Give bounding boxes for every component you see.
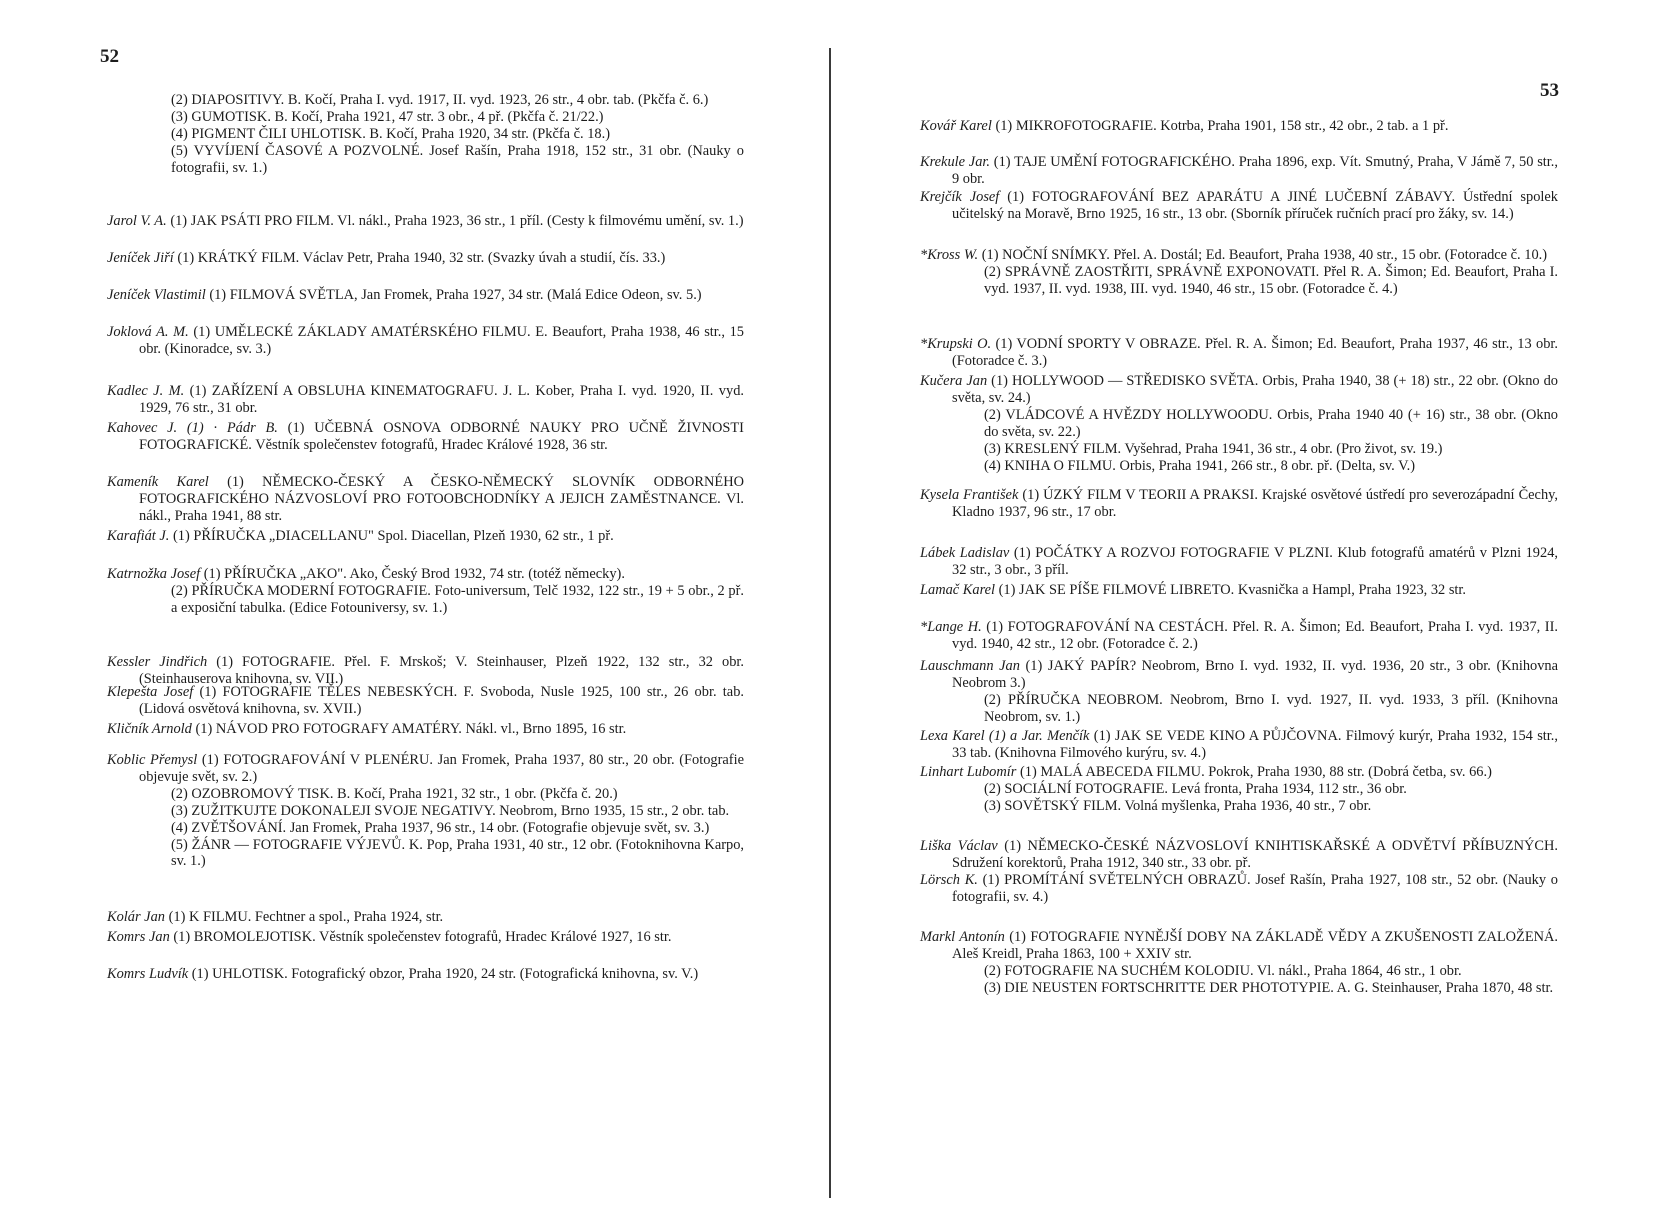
entry-author: *Kross W. bbox=[920, 247, 979, 263]
entry-author: Lauschmann Jan bbox=[920, 658, 1020, 674]
bibliography-entry bbox=[107, 250, 744, 267]
bibliography-entry bbox=[107, 420, 744, 454]
bibliography-entry bbox=[920, 929, 1558, 997]
entry-item: (3) KRESLENÝ FILM. Vyšehrad, Praha 1941, 36 str., 4 obr. (Pro život, sv. 19.) bbox=[984, 440, 1443, 457]
entry-author: Linhart Lubomír bbox=[920, 764, 1017, 780]
bibliography-entry bbox=[920, 336, 1558, 370]
entry-item: (1) NOČNÍ SNÍMKY. Přel. A. Dostál; Ed. Beaufort, Praha 1938, 40 str., 15 obr. (Fotoradce č. 10.) bbox=[981, 247, 1548, 263]
bibliography-entry bbox=[920, 764, 1558, 815]
entry-item: (1) JAK SE PÍŠE FILMOVÉ LIBRETO. Kvasnička a Hampl, Praha 1923, 32 str. bbox=[998, 582, 1467, 598]
entry-item: (2) OZOBROMOVÝ TISK. B. Kočí, Praha 1921, 32 str., 1 obr. (Pkčfa č. 20.) bbox=[171, 785, 618, 802]
entry-item: (1) FOTOGRAFIE TĚLES NEBESKÝCH. F. Svoboda, Nusle 1925, 100 str., 26 obr. tab. (Lidová osvětová knihovna, sv. XVII.) bbox=[139, 684, 744, 717]
entry-item: (1) FOTOGRAFOVÁNÍ NA CESTÁCH. Přel. R. A. Šimon; Ed. Beaufort, Praha I. vyd. 1937, II. vyd. 1940, 42 str., 12 obr. (Fotoradce č. 2.) bbox=[952, 619, 1558, 652]
bibliography-entry bbox=[920, 545, 1558, 579]
entry-item: (2) DIAPOSITIVY. B. Kočí, Praha I. vyd. 1917, II. vyd. 1923, 26 str., 4 obr. tab. (Pkčfa č. 6.) bbox=[171, 92, 709, 108]
entry-author: Kameník Karel bbox=[107, 474, 209, 490]
entry-item: (3) DIE NEUSTEN FORTSCHRITTE DER PHOTOTYPIE. A. G. Steinhauser, Praha 1870, 48 str. bbox=[984, 979, 1554, 996]
entry-author: Kučera Jan bbox=[920, 373, 988, 389]
entry-item: (1) UČEBNÁ OSNOVA ODBORNÉ NAUKY PRO UČNĚ ŽIVNOSTI FOTOGRAFICKÉ. Věstník společenstev fotografů, Hradec Králové 1928, 36 str. bbox=[139, 420, 744, 453]
bibliography-entry bbox=[920, 247, 1558, 298]
bibliography-entry bbox=[107, 929, 744, 946]
entry-item: (1) JAK PSÁTI PRO FILM. Vl. nákl., Praha 1923, 36 str., 1 příl. (Cesty k filmovému umění, sv. 1.) bbox=[170, 213, 744, 229]
entry-author: *Krupski O. bbox=[920, 336, 992, 352]
page-gutter bbox=[829, 48, 831, 1198]
entry-item: (2) SPRÁVNĚ ZAOSTŘITI, SPRÁVNĚ EXPONOVATI. Přel R. A. Šimon; Ed. Beaufort, Praha I. vyd. 1937, II. vyd. 1938, III. vyd. 1940, 46 str., 15 obr. (Fotoradce č. 4.) bbox=[984, 263, 1558, 297]
bibliography-entry bbox=[107, 654, 744, 688]
entry-item: (1) FOTOGRAFIE. Přel. F. Mrskoš; V. Steinhauser, Plzeň 1922, 132 str., 32 obr. (Steinhauserova knihovna, sv. VII.) bbox=[139, 654, 744, 687]
entry-item: (1) ZAŘÍZENÍ A OBSLUHA KINEMATOGRAFU. J. L. Kober, Praha I. vyd. 1920, II. vyd. 1929, 76 str., 31 obr. bbox=[139, 383, 744, 416]
bibliography-entry bbox=[107, 213, 744, 230]
entry-item: (1) FOTOGRAFOVÁNÍ V PLENÉRU. Jan Fromek, Praha 1937, 80 str., 20 obr. (Fotografie objevuje svět, sv. 2.) bbox=[139, 752, 744, 785]
entry-item: (4) ZVĚTŠOVÁNÍ. Jan Fromek, Praha 1937, 96 str., 14 obr. (Fotografie objevuje svět, sv. 3.) bbox=[171, 819, 710, 836]
bibliography-entry bbox=[107, 684, 744, 718]
entry-item: (1) MIKROFOTOGRAFIE. Kotrba, Praha 1901, 158 str., 42 obr., 2 tab. a 1 př. bbox=[995, 118, 1449, 134]
page-number-left: 52 bbox=[100, 46, 119, 67]
entry-item: (2) SOCIÁLNÍ FOTOGRAFIE. Levá fronta, Praha 1934, 112 str., 36 obr. bbox=[984, 780, 1407, 797]
entry-author: Lábek Ladislav bbox=[920, 545, 1010, 561]
bibliography-entry bbox=[920, 619, 1558, 653]
entry-author: Lamač Karel bbox=[920, 582, 996, 598]
entry-author: Kahovec J. (1) · Pádr B. bbox=[107, 420, 278, 436]
entry-item: (1) TAJE UMĚNÍ FOTOGRAFICKÉHO. Praha 1896, exp. Vít. Smutný, Praha, V Jámě 7, 50 str., 9 obr. bbox=[952, 154, 1558, 187]
bibliography-entry bbox=[920, 658, 1558, 726]
entry-author: Markl Antonín bbox=[920, 929, 1005, 945]
entry-item: (2) PŘÍRUČKA MODERNÍ FOTOGRAFIE. Foto-universum, Telč 1932, 122 str., 19 + 5 obr., 2 př. a exposiční tabulka. (Edice Fotouniversy, sv. 1.) bbox=[171, 582, 744, 616]
entry-item: (1) PŘÍRUČKA „AKO". Ako, Český Brod 1932, 74 str. (totéž německy). bbox=[203, 566, 625, 582]
bibliography-entry bbox=[920, 154, 1558, 188]
bibliography-entry bbox=[920, 872, 1558, 906]
bibliography-entry bbox=[107, 383, 744, 417]
entry-item: (5) VYVÍJENÍ ČASOVÉ A POZVOLNÉ. Josef Rašín, Praha 1918, 152 str., 31 obr. (Nauky o fotografii, sv. 1.) bbox=[171, 142, 744, 176]
entry-author: Kadlec J. M. bbox=[107, 383, 185, 399]
bibliography-entry bbox=[107, 287, 744, 304]
entry-item: (1) VODNÍ SPORTY V OBRAZE. Přel. R. A. Šimon; Ed. Beaufort, Praha 1937, 46 str., 13 obr. (Fotoradce č. 3.) bbox=[952, 336, 1558, 369]
entry-item: (2) PŘÍRUČKA NEOBROM. Neobrom, Brno I. vyd. 1927, II. vyd. 1933, 3 příl. (Knihovna Neobrom, sv. 1.) bbox=[984, 691, 1558, 725]
bibliography-entry bbox=[107, 909, 744, 926]
bibliography-entry bbox=[920, 487, 1558, 521]
entry-item: (2) VLÁDCOVÉ A HVĚZDY HOLLYWOODU. Orbis, Praha 1940 40 (+ 16) str., 38 obr. (Okno do světa, sv. 22.) bbox=[984, 406, 1558, 440]
entry-author: Jarol V. A. bbox=[107, 213, 167, 229]
entry-item: (4) KNIHA O FILMU. Orbis, Praha 1941, 266 str., 8 obr. př. (Delta, sv. V.) bbox=[984, 457, 1416, 474]
entry-author: Komrs Ludvík bbox=[107, 966, 189, 982]
entry-author: Jeníček Vlastimil bbox=[107, 287, 206, 303]
entry-author: Krejčík Josef bbox=[920, 189, 1000, 205]
entry-item: (3) GUMOTISK. B. Kočí, Praha 1921, 47 str. 3 obr., 4 př. (Pkčfa č. 21/22.) bbox=[171, 108, 604, 125]
entry-item: (1) PROMÍTÁNÍ SVĚTELNÝCH OBRAZŮ. Josef Rašín, Praha 1927, 108 str., 52 obr. (Nauky o fotografii, sv. 4.) bbox=[952, 872, 1558, 905]
entry-author: Joklová A. M. bbox=[107, 324, 189, 340]
bibliography-entry bbox=[920, 189, 1558, 223]
entry-item: (1) FILMOVÁ SVĚTLA, Jan Fromek, Praha 1927, 34 str. (Malá Edice Odeon, sv. 5.) bbox=[209, 287, 702, 303]
entry-item: (1) NÁVOD PRO FOTOGRAFY AMATÉRY. Nákl. vl., Brno 1895, 16 str. bbox=[195, 721, 627, 737]
entry-item: (1) KRÁTKÝ FILM. Václav Petr, Praha 1940, 32 str. (Svazky úvah a studií, čís. 33.) bbox=[177, 250, 666, 266]
bibliography-entry bbox=[107, 966, 744, 983]
entry-item: (1) UHLOTISK. Fotografický obzor, Praha 1920, 24 str. (Fotografická knihovna, sv. V.) bbox=[191, 966, 699, 982]
entry-author: Kysela František bbox=[920, 487, 1019, 503]
entry-item: (2) FOTOGRAFIE NA SUCHÉM KOLODIU. Vl. nákl., Praha 1864, 46 str., 1 obr. bbox=[984, 962, 1462, 979]
entry-author: Kovář Karel bbox=[920, 118, 992, 134]
entry-author: Kličník Arnold bbox=[107, 721, 192, 737]
entry-item: (3) SOVĚTSKÝ FILM. Volná myšlenka, Praha 1936, 40 str., 7 obr. bbox=[984, 797, 1372, 814]
bibliography-entry bbox=[920, 118, 1558, 135]
bibliography-entry bbox=[107, 721, 744, 738]
bibliography-entry bbox=[920, 582, 1558, 599]
entry-item: (1) NĚMECKO-ČESKÉ NÁZVOSLOVÍ KNIHTISKAŘSKÉ A ODVĚTVÍ PŘÍBUZNÝCH. Sdružení korektorů, Praha 1912, 340 str., 33 obr. př. bbox=[952, 838, 1558, 871]
entry-item: (1) POČÁTKY A ROZVOJ FOTOGRAFIE V PLZNI. Klub fotografů amatérů v Plzni 1924, 32 str., 3 obr., 3 příl. bbox=[952, 545, 1558, 578]
entry-author: Lexa Karel (1) a Jar. Menčík bbox=[920, 728, 1090, 744]
entry-item: (1) NĚMECKO-ČESKÝ A ČESKO-NĚMECKÝ SLOVNÍK ODBORNÉHO FOTOGRAFICKÉHO NÁZVOSLOVÍ PRO FOTOOBCHODNÍKY A JEJICH ZAMĚSTNANCE. Vl. nákl., Praha 1941, 88 str. bbox=[139, 474, 745, 524]
entry-item: (1) HOLLYWOOD — STŘEDISKO SVĚTA. Orbis, Praha 1940, 38 (+ 18) str., 22 obr. (Okno do světa, sv. 24.) bbox=[952, 373, 1558, 406]
entry-item: (1) JAK SE VEDE KINO A PŮJČOVNA. Filmový kurýr, Praha 1932, 154 str., 33 tab. (Knihovna Filmového kurýru, sv. 4.) bbox=[952, 728, 1558, 761]
entry-author: Katrnožka Josef bbox=[107, 566, 201, 582]
entry-author: Jeníček Jiří bbox=[107, 250, 174, 266]
entry-author: Kolár Jan bbox=[107, 909, 165, 925]
entry-author: *Lange H. bbox=[920, 619, 982, 635]
bibliography-entry bbox=[107, 566, 744, 617]
entry-item: (1) K FILMU. Fechtner a spol., Praha 1924, str. bbox=[168, 909, 444, 925]
entry-item: (1) FOTOGRAFOVÁNÍ BEZ APARÁTU A JINÉ LUČEBNÍ ZÁBAVY. Ústřední spolek učitelský na Moravě, Brno 1925, 16 str., 13 obr. (Sborník příruček ručních prací pro žáky, sv. 14.) bbox=[952, 189, 1558, 222]
entry-item: (1) MALÁ ABECEDA FILMU. Pokrok, Praha 1930, 88 str. (Dobrá četba, sv. 66.) bbox=[1019, 764, 1492, 780]
bibliography-entry bbox=[920, 838, 1558, 872]
entry-item: (1) UMĚLECKÉ ZÁKLADY AMATÉRSKÉHO FILMU. E. Beaufort, Praha 1938, 46 str., 15 obr. (Kinoradce, sv. 3.) bbox=[139, 324, 745, 357]
entry-item: (1) ÚZKÝ FILM V TEORII A PRAKSI. Krajské osvětové ústředí pro severozápadní Čechy, Kladno 1937, 96 str., 17 obr. bbox=[952, 487, 1558, 520]
bibliography-entry bbox=[107, 92, 744, 177]
entry-author: Kessler Jindřich bbox=[107, 654, 208, 670]
entry-item: (3) ZUŽITKUJTE DOKONALEJI SVOJE NEGATIVY. Neobrom, Brno 1935, 15 str., 2 obr. tab. bbox=[171, 802, 730, 819]
bibliography-entry bbox=[920, 728, 1558, 762]
bibliography-entry bbox=[920, 373, 1558, 474]
entry-item: (1) BROMOLEJOTISK. Věstník společenstev fotografů, Hradec Králové 1927, 16 str. bbox=[173, 929, 672, 945]
entry-item: (5) ŽÁNR — FOTOGRAFIE VÝJEVŮ. K. Pop, Praha 1931, 40 str., 12 obr. (Fotoknihovna Karpo, sv. 1.) bbox=[171, 836, 744, 870]
bibliography-entry bbox=[107, 528, 744, 545]
entry-author: Karafiát J. bbox=[107, 528, 170, 544]
entry-item: (1) FOTOGRAFIE NYNĚJŠÍ DOBY NA ZÁKLADĚ VĚDY A ZKUŠENOSTI ZALOŽENÁ. Aleš Kreidl, Praha 1863, 100 + XXIV str. bbox=[952, 929, 1558, 962]
entry-item: (1) JAKÝ PAPÍR? Neobrom, Brno I. vyd. 1932, II. vyd. 1936, 20 str., 3 obr. (Knihovna Neobrom 3.) bbox=[952, 658, 1558, 691]
page-number-right: 53 bbox=[1540, 80, 1559, 101]
entry-author: Liška Václav bbox=[920, 838, 998, 854]
bibliography-entry bbox=[107, 752, 744, 870]
entry-item: (1) PŘÍRUČKA „DIACELLANU" Spol. Diacellan, Plzeň 1930, 62 str., 1 př. bbox=[172, 528, 614, 544]
bibliography-entry bbox=[107, 474, 744, 525]
entry-author: Klepešta Josef bbox=[107, 684, 194, 700]
entry-author: Krekule Jar. bbox=[920, 154, 990, 170]
entry-author: Lörsch K. bbox=[920, 872, 978, 888]
entry-author: Koblic Přemysl bbox=[107, 752, 198, 768]
entry-item: (4) PIGMENT ČILI UHLOTISK. B. Kočí, Praha 1920, 34 str. (Pkčfa č. 18.) bbox=[171, 125, 610, 142]
bibliography-entry bbox=[107, 324, 744, 358]
entry-author: Komrs Jan bbox=[107, 929, 170, 945]
